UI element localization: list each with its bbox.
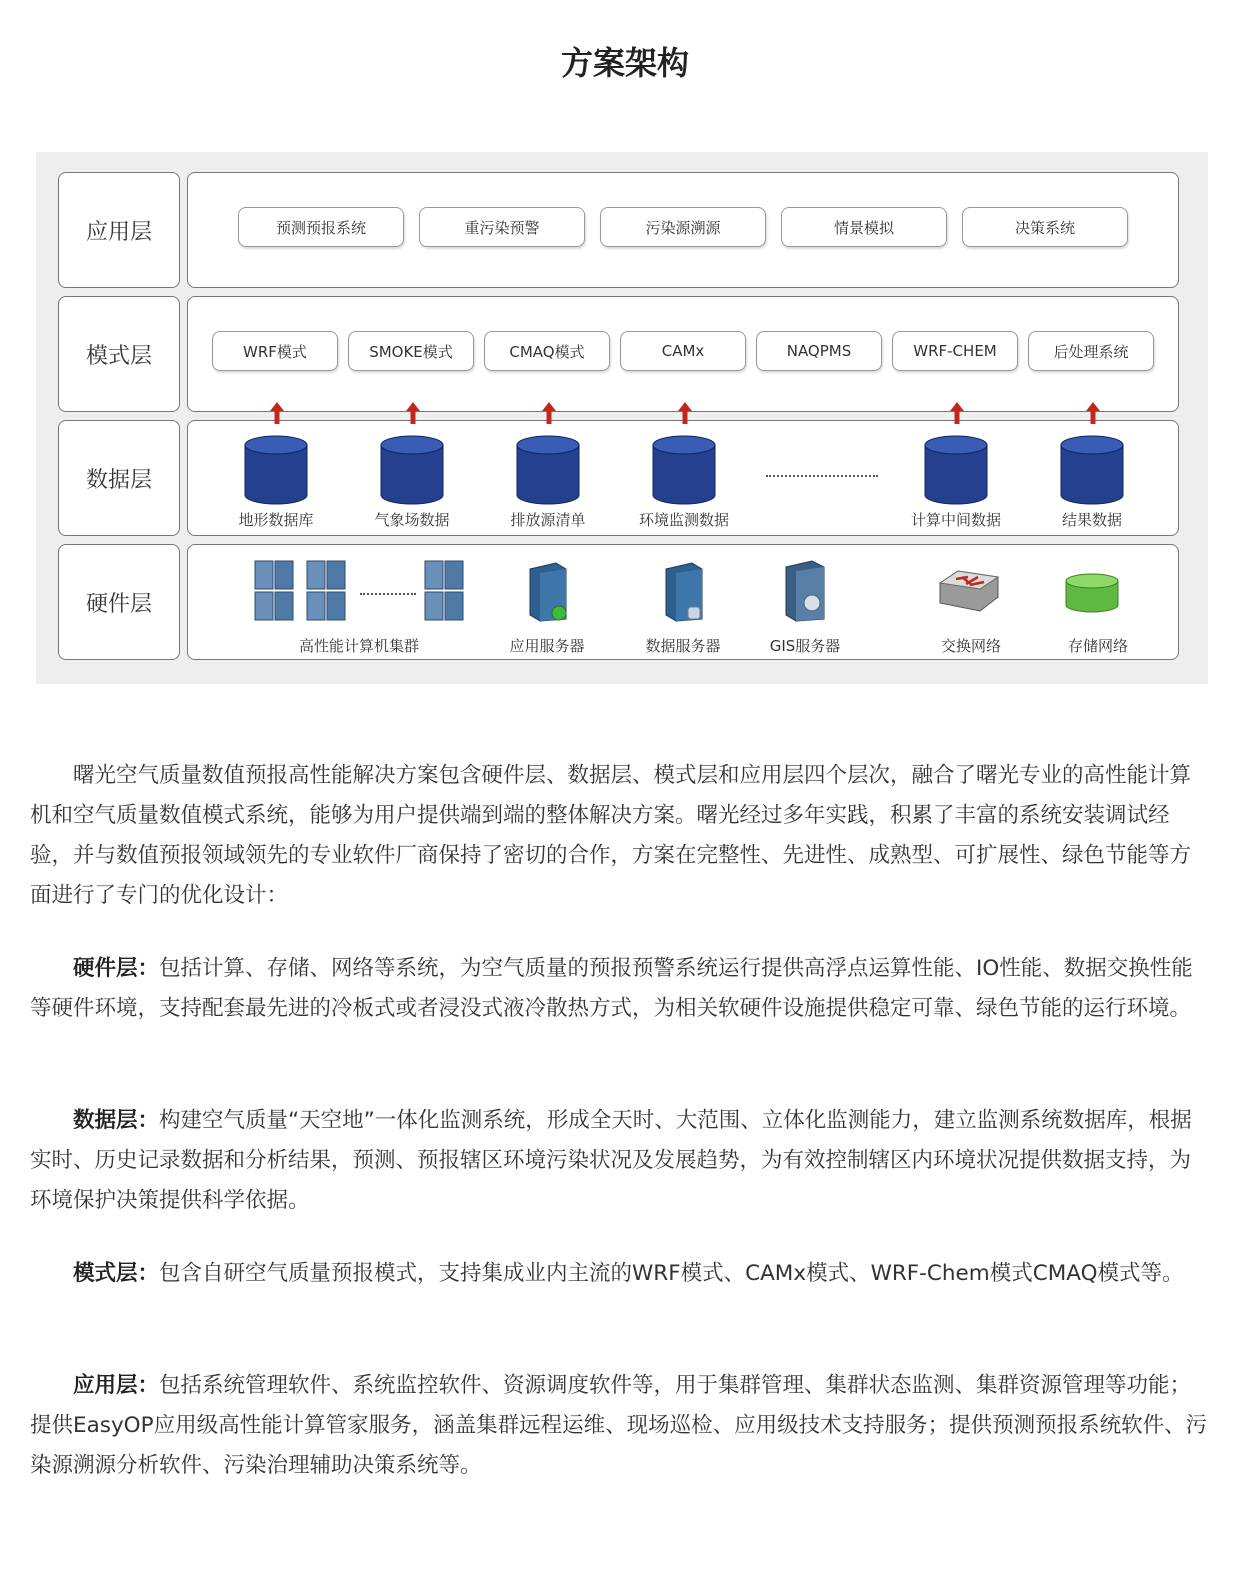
ellipsis-dots — [360, 593, 416, 595]
database-icon — [516, 435, 580, 505]
model-item-naqpms: NAQPMS — [756, 331, 882, 371]
model-item-wrf: WRF模式 — [212, 331, 338, 371]
arrow-up-icon — [950, 402, 964, 424]
app-item-pollution-warning: 重污染预警 — [419, 207, 585, 247]
arrow-up-icon — [542, 402, 556, 424]
database-icon — [924, 435, 988, 505]
hw-item-switch: 交换网络 — [940, 637, 1001, 655]
database-icon — [1060, 435, 1124, 505]
data-item-monitoring: 环境监测数据 — [638, 511, 729, 529]
layer-label-application: 应用层 — [58, 172, 180, 288]
data-heading: 数据层： — [73, 1108, 160, 1133]
hw-item-storage: 存储网络 — [1067, 637, 1128, 655]
layer-panel-application — [187, 172, 1179, 288]
database-icon — [652, 435, 716, 505]
layer-panel-model — [187, 296, 1179, 412]
arrow-up-icon — [678, 402, 692, 424]
model-item-smoke: SMOKE模式 — [348, 331, 474, 371]
model-item-wrf-chem: WRF-CHEM — [892, 331, 1018, 371]
hw-item-gis-server: GIS服务器 — [769, 637, 841, 655]
data-item-terrain: 地形数据库 — [238, 511, 314, 529]
server-rack-icon — [306, 559, 348, 623]
layer-panel-data — [187, 420, 1179, 536]
architecture-diagram — [36, 152, 1208, 684]
data-item-meteorology: 气象场数据 — [374, 511, 450, 529]
arrow-up-icon — [1086, 402, 1100, 424]
page-title: 方案架构 — [560, 44, 689, 82]
model-item-postprocess: 后处理系统 — [1028, 331, 1154, 371]
server-rack-icon — [254, 559, 296, 623]
hardware-text: 包括计算、存储、网络等系统，为空气质量的预报预警系统运行提供高浮点运算性能、IO性能、数据交换性能等硬件环境，支持配套最先进的冷板式或者浸没式液冷散热方式，为相关软硬件设施提供稳定可靠、绿色节能的运行环境。 — [30, 956, 1193, 1021]
app-text: 包括系统管理软件、系统监控软件、资源调度软件等，用于集群管理、集群状态监测、集群资源管理等功能；提供EasyOP应用级高性能计算管家服务，涵盖集群远程运维、现场巡检、应用级技术支持服务；提供预测预报系统软件、污染源溯源分析软件、污染治理辅助决策系统等。 — [30, 1373, 1208, 1478]
hw-item-cluster: 高性能计算机集群 — [298, 637, 419, 655]
data-item-results: 结果数据 — [1061, 511, 1122, 529]
arrow-up-icon — [406, 402, 420, 424]
database-icon — [380, 435, 444, 505]
app-heading: 应用层： — [73, 1373, 160, 1398]
app-paragraph — [30, 1366, 1212, 1486]
hardware-heading: 硬件层： — [73, 956, 160, 981]
network-switch-icon — [938, 567, 1000, 615]
app-item-source-tracing: 污染源溯源 — [600, 207, 766, 247]
layer-panel-hardware — [187, 544, 1179, 660]
model-item-camx: CAMx — [620, 331, 746, 371]
intro-paragraph: 曙光空气质量数值预报高性能解决方案包含硬件层、数据层、模式层和应用层四个层次，融合了曙光专业的高性能计算机和空气质量数值模式系统，能够为用户提供端到端的整体解决方案。曙光经过多年实践，积累了丰富的系统安装调试经验，并与数值预报领域领先的专业软件厂商保持了密切的合作，方案在完整性、先进性、成熟型、可扩展性、绿色节能等方面进行了专门的优化设计： — [30, 763, 1192, 908]
layer-label-data: 数据层 — [58, 420, 180, 536]
model-text: 包含自研空气质量预报模式，支持集成业内主流的WRF模式、CAMx模式、WRF-Chem模式CMAQ模式等。 — [159, 1261, 1184, 1286]
model-paragraph — [30, 1254, 1212, 1294]
data-item-intermediate: 计算中间数据 — [910, 511, 1001, 529]
storage-icon — [1064, 573, 1120, 613]
layer-label-hardware: 硬件层 — [58, 544, 180, 660]
database-icon — [244, 435, 308, 505]
gis-server-icon — [782, 559, 828, 623]
data-paragraph — [30, 1101, 1212, 1221]
model-heading: 模式层： — [73, 1261, 160, 1286]
model-item-cmaq: CMAQ模式 — [484, 331, 610, 371]
app-item-decision: 决策系统 — [962, 207, 1128, 247]
arrow-up-icon — [270, 402, 284, 424]
data-item-emission: 排放源清单 — [510, 511, 586, 529]
server-rack-icon — [424, 559, 466, 623]
hardware-paragraph — [30, 949, 1212, 1029]
hw-item-app-server: 应用服务器 — [509, 637, 585, 655]
app-server-icon — [526, 561, 570, 623]
ellipsis-dots — [766, 475, 878, 477]
data-text: 构建空气质量“天空地”一体化监测系统，形成全天时、大范围、立体化监测能力，建立监测系统数据库，根据实时、历史记录数据和分析结果，预测、预报辖区环境污染状况及发展趋势，为有效控制辖区内环境状况提供数据支持，为环境保护决策提供科学依据。 — [30, 1108, 1192, 1213]
data-server-icon — [662, 561, 706, 623]
layer-label-model: 模式层 — [58, 296, 180, 412]
app-item-forecast: 预测预报系统 — [238, 207, 404, 247]
app-item-scenario: 情景模拟 — [781, 207, 947, 247]
hw-item-data-server: 数据服务器 — [645, 637, 721, 655]
